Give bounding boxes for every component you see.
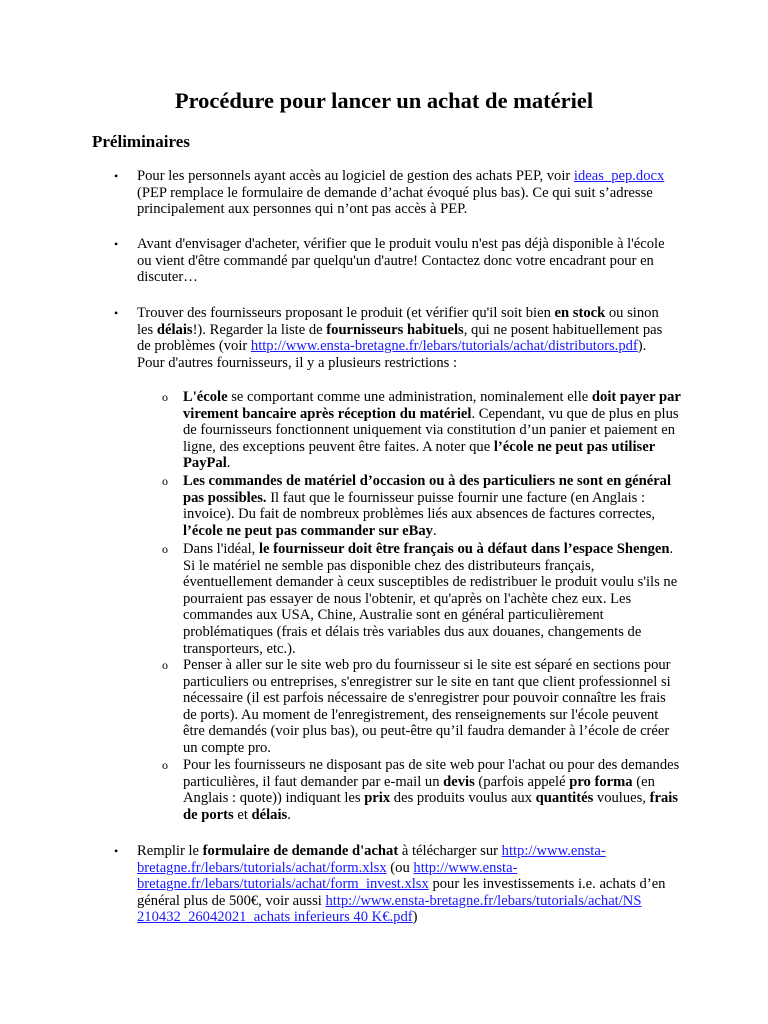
sub-list-item-text: Dans l'idéal, le fournisseur doit être français ou à défaut dans l’espace Shengen. Si le matériel ne semble pas disponible chez des distributeurs français, éventuellement demander à ceux susceptibles de redistribuer le produit voulu s'ils ne pourraient pas essayer de nous l'obtenir, et qu'après on l'achète chez eux. Les commandes aux USA, Chine, Australie sont en général particulièrement problématiques (frais et délais très variables dus aux douanes, changements de transporteurs, etc.). bbox=[183, 541, 678, 657]
list-item-text: Remplir le formulaire de demande d'achat à télécharger sur http://www.ensta-bretagne.fr/lebars/tutorials/achat/form.xlsx (ou http://www.ensta-bretagne.fr/lebars/tutorials/achat/form_invest.xlsx pour les investissements i.e. achats d’en général plus de 500€, voir aussi http://www.ensta-bretagne.fr/lebars/tutorials/achat/NS 210432_26042021_achats inferieurs 40 K€.pdf) bbox=[137, 843, 666, 926]
bullet-icon: • bbox=[114, 844, 119, 858]
sub-list-item-text: Penser à aller sur le site web pro du fournisseur si le site est séparé en sections pour particuliers ou entreprises, s'enregistrer sur le site en tant que client professionnel si nécessaire (il est parfois nécessaire de s'enregistrer pour pouvoir connaître les frais de ports). Au moment de l'enregistrement, des renseignements sur l'école peuvent être demandés (voir plus bas), ou peut-être qu’il faudra demander à l’école de créer un compte pro. bbox=[183, 657, 671, 756]
form-xlsx-link[interactable]: http://www.ensta-bretagne.fr/lebars/tutorials/achat/form.xlsx bbox=[137, 843, 606, 876]
circle-bullet-icon: o bbox=[162, 658, 168, 672]
bullet-icon: • bbox=[114, 169, 119, 183]
circle-bullet-icon: o bbox=[162, 758, 168, 772]
circle-bullet-icon: o bbox=[162, 474, 168, 488]
section-heading: Préliminaires bbox=[92, 132, 190, 151]
ns-pdf-link[interactable]: http://www.ensta-bretagne.fr/lebars/tutorials/achat/NS 210432_26042021_achats inferieurs 40 K€.pdf bbox=[137, 892, 642, 926]
sub-list-item-text: Pour les fournisseurs ne disposant pas de site web pour l'achat ou pour des demandes particulières, il faut demander par e-mail un devis (parfois appelé pro forma (en Anglais : quote)) indiquant les prix des produits voulus aux quantités voulues, frais de ports et délais. bbox=[183, 757, 680, 823]
list-item-text: Trouver des fournisseurs proposant le produit (et vérifier qu'il soit bien en stock ou sinon les délais!). Regarder la liste de fournisseurs habituels, qui ne posent habituellement pas de problèmes (voir http://www.ensta-bretagne.fr/lebars/tutorials/achat/distributors.pdf). Pour d'autres fournisseurs, il y a plusieurs restrictions : bbox=[137, 305, 663, 371]
distributors-link[interactable]: http://www.ensta-bretagne.fr/lebars/tutorials/achat/distributors.pdf bbox=[250, 338, 638, 355]
list-item-text: Avant d'envisager d'acheter, vérifier que le produit voulu n'est pas déjà disponible à l'école ou vient d'être commandé par quelqu'un d'autre! Contactez donc votre encadrant pour en discuter… bbox=[137, 236, 665, 286]
sub-list-item-text: L'école se comportant comme une administration, nominalement elle doit payer par virement bancaire après réception du matériel. Cependant, vu que de plus en plus de fournisseurs fonctionnent uniquement via constitution d’un panier et paiement en ligne, des exceptions peuvent être faites. A noter que l’école ne peut pas utiliser PayPal. bbox=[183, 389, 681, 472]
document-title: Procédure pour lancer un achat de matériel bbox=[174, 88, 594, 113]
circle-bullet-icon: o bbox=[162, 542, 168, 556]
bullet-icon: • bbox=[114, 306, 119, 320]
bullet-icon: • bbox=[114, 237, 119, 251]
form-invest-link[interactable]: http://www.ensta-bretagne.fr/lebars/tutorials/achat/form_invest.xlsx bbox=[137, 859, 518, 893]
circle-bullet-icon: o bbox=[162, 390, 168, 404]
list-item-text: Pour les personnels ayant accès au logiciel de gestion des achats PEP, voir ideas_pep.docx (PEP remplace le formulaire de demande d’achat évoqué plus bas). Ce qui suit s’adresse principalement aux personnes qui n’ont pas accès à PEP. bbox=[137, 168, 665, 218]
sub-list-item-text: Les commandes de matériel d’occasion ou à des particuliers ne sont en général pas possibles. Il faut que le fournisseur puisse fournir une facture (en Anglais : invoice). Du fait de nombreux problèmes liés aux absences de factures correctes, l’école ne peut pas commander sur eBay. bbox=[183, 473, 672, 539]
pep-doc-link[interactable]: ideas_pep.docx bbox=[573, 168, 665, 184]
